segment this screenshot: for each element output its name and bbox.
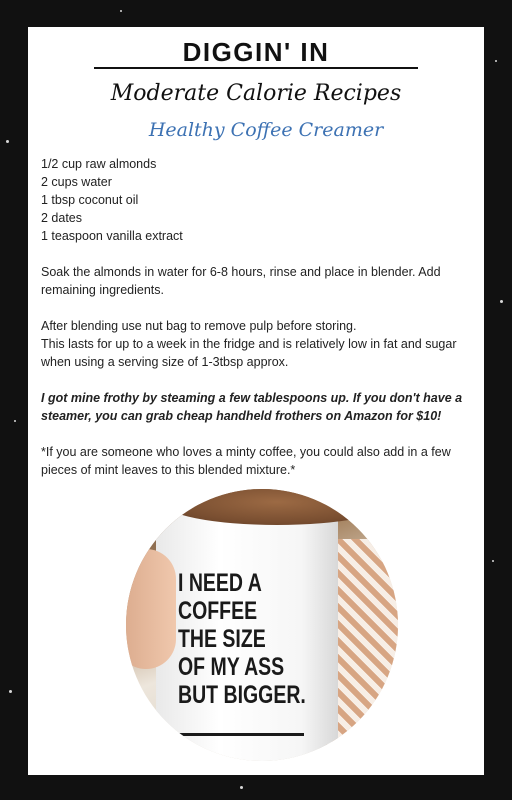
background-speck xyxy=(9,690,12,693)
background-speck xyxy=(14,420,16,422)
ingredient-list xyxy=(41,155,477,245)
ingredient-item: 2 cups water xyxy=(41,175,112,189)
title-divider xyxy=(94,67,418,69)
hand xyxy=(126,549,176,669)
section-subtitle: Moderate Calorie Recipes xyxy=(110,81,402,106)
background-speck xyxy=(6,140,9,143)
ingredient-item: 2 dates xyxy=(41,211,83,225)
recipe-title: Healthy Coffee Creamer xyxy=(148,119,384,141)
ingredient-item: 1/2 cup raw almonds xyxy=(41,157,157,171)
recipe-body xyxy=(41,155,477,497)
coffee-mug-photo xyxy=(126,489,398,761)
mug-slogan xyxy=(178,569,306,709)
background-speck xyxy=(240,786,243,789)
mug-slogan-line: COFFEE xyxy=(178,597,258,625)
ingredient-item: 1 teaspoon vanilla extract xyxy=(41,229,183,243)
recipe-card xyxy=(28,27,484,775)
mug-slogan-underline xyxy=(178,733,304,736)
instruction-line: This lasts for up to a week in the fridge and is relatively low in fat and sugar when using a serving size of 1-3tbsp approx. xyxy=(41,337,457,369)
background-speck xyxy=(492,560,494,562)
mug-slogan-line: OF MY ASS xyxy=(178,653,285,681)
background-speck xyxy=(500,300,503,303)
mug-slogan-line: BUT BIGGER. xyxy=(178,681,306,709)
background-speck xyxy=(120,10,122,12)
instruction-step xyxy=(41,317,477,371)
frothing-tip: I got mine frothy by steaming a few tablespoons up. If you don't have a steamer, you can grab cheap handheld frothers on Amazon for $10! xyxy=(41,391,463,423)
instruction-step: Soak the almonds in water for 6-8 hours, rinse and place in blender. Add remaining ingredients. xyxy=(41,265,441,297)
mug-slogan-line: THE SIZE xyxy=(178,625,266,653)
page-title: DIGGIN' IN xyxy=(182,37,330,67)
instruction-line: After blending use nut bag to remove pulp before storing. xyxy=(41,319,357,333)
mint-note: *If you are someone who loves a minty coffee, you could also add in a few pieces of mint leaves to this blended mixture.* xyxy=(41,445,451,477)
ingredient-item: 1 tbsp coconut oil xyxy=(41,193,139,207)
background-speck xyxy=(495,60,497,62)
mug-slogan-line: I NEED A xyxy=(178,569,262,597)
